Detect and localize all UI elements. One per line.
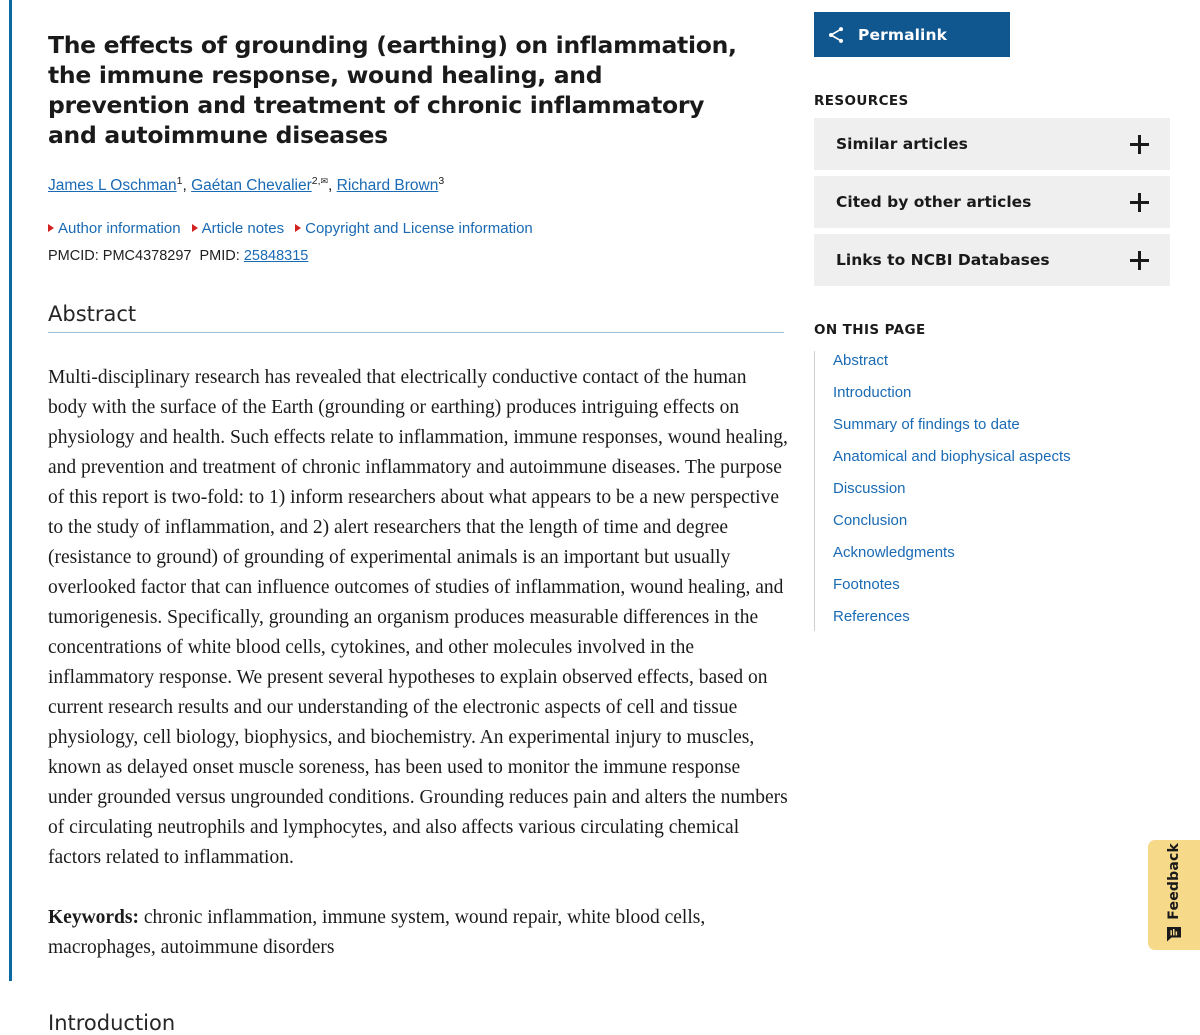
accordion-label: Similar articles xyxy=(836,135,968,153)
feedback-chart-icon xyxy=(1166,926,1182,947)
left-accent-rail xyxy=(9,0,12,981)
author-information-toggle[interactable] xyxy=(48,220,181,237)
article-sidebar xyxy=(814,0,1170,631)
plus-icon[interactable] xyxy=(1130,135,1149,154)
feedback-tab[interactable] xyxy=(1148,840,1200,950)
pmcid-value: PMC4378297 xyxy=(102,248,192,265)
accordion-label: Links to NCBI Databases xyxy=(836,251,1050,269)
author-link-1[interactable]: James L Oschman xyxy=(48,177,177,195)
on-this-page-nav xyxy=(814,351,1154,631)
author-link-2[interactable]: Gaétan Chevalier xyxy=(191,177,312,195)
introduction-heading: Introduction xyxy=(48,1011,176,1035)
toc-item-anatomical-and-biophysical-aspects[interactable]: Anatomical and biophysical aspects xyxy=(833,448,1071,465)
author-affiliation-marker-3: 3 xyxy=(438,175,445,187)
share-icon xyxy=(814,25,858,45)
page-title: The effects of grounding (earthing) on inflammation, the immune response, wound healing, and prevention and treatment of chronic inflammatory and autoimmune diseases xyxy=(48,31,737,149)
permalink-button-label: Permalink xyxy=(858,25,947,44)
article-meta-links xyxy=(48,220,788,238)
pmid-link[interactable]: 25848315 xyxy=(243,248,309,265)
accordion-similar-articles[interactable] xyxy=(814,118,1170,170)
accordion-cited-by-other-articles[interactable] xyxy=(814,176,1170,228)
keywords-line xyxy=(48,903,788,963)
abstract-body xyxy=(48,363,788,963)
triangle-right-icon xyxy=(48,224,54,232)
toc-item-footnotes[interactable]: Footnotes xyxy=(833,576,900,593)
author-affiliation-marker-1: 1 xyxy=(176,175,183,187)
author-separator-2: , xyxy=(328,177,337,195)
resources-heading: RESOURCES xyxy=(814,93,909,109)
toc-item-acknowledgments[interactable]: Acknowledgments xyxy=(833,544,955,561)
copyright-license-label: Copyright and License information xyxy=(305,220,533,238)
accordion-links-to-ncbi-databases[interactable] xyxy=(814,234,1170,286)
author-separator-1: , xyxy=(182,177,192,195)
copyright-license-toggle[interactable] xyxy=(295,220,533,237)
keywords-label: Keywords: xyxy=(48,907,139,929)
pmid-label: PMID: xyxy=(199,248,240,265)
keywords-value: chronic inflammation, immune system, wound repair, white blood cells, macrophages, autoimmune disorders xyxy=(48,907,706,959)
toc-item-references[interactable]: References xyxy=(833,608,910,625)
abstract-heading: Abstract xyxy=(48,265,784,333)
toc-item-introduction[interactable]: Introduction xyxy=(833,384,912,401)
article-notes-label: Article notes xyxy=(201,220,285,238)
pmcid-label: PMCID: xyxy=(48,248,99,265)
article-identifiers xyxy=(48,247,788,265)
toc-item-discussion[interactable]: Discussion xyxy=(833,480,906,497)
plus-icon[interactable] xyxy=(1130,251,1149,270)
on-this-page-heading: ON THIS PAGE xyxy=(814,322,926,338)
toc-item-summary-of-findings-to-date[interactable]: Summary of findings to date xyxy=(833,416,1020,433)
author-list xyxy=(48,171,788,196)
accordion-label: Cited by other articles xyxy=(836,193,1032,211)
triangle-right-icon xyxy=(295,224,301,232)
plus-icon[interactable] xyxy=(1130,193,1149,212)
corresponding-author-envelope-icon[interactable]: ✉ xyxy=(320,176,329,186)
toc-item-abstract[interactable]: Abstract xyxy=(833,352,889,369)
triangle-right-icon xyxy=(192,224,198,232)
feedback-tab-label: Feedback xyxy=(1166,842,1182,920)
permalink-button[interactable] xyxy=(814,12,1010,57)
article-notes-toggle[interactable] xyxy=(192,220,285,237)
article-main-column xyxy=(48,0,788,1035)
abstract-paragraph: Multi-disciplinary research has revealed that electrically conductive contact of the human body with the surface of the Earth (grounding or earthing) produces intriguing effects on physiology and health. Such effects relate to inflammation, immune responses, wound healing, and prevention and treatment of chronic inflammatory and autoimmune diseases. The purpose of this report is two-fold: to 1) inform researchers about what appears to be a new perspective to the study of inflammation, and 2) alert researchers that the length of time and degree (resistance to ground) of grounding of experimental animals is an important but usually overlooked factor that can influence outcomes of studies of inflammation, wound healing, and tumorigenesis. Specifically, grounding an organism produces measurable differences in the concentrations of white blood cells, cytokines, and other molecules involved in the inflammatory response. We present several hypotheses to explain observed effects, based on current research results and our understanding of the electronic aspects of cell and tissue physiology, cell biology, biophysics, and biochemistry. An experimental injury to muscles, known as delayed onset muscle soreness, has been used to monitor the immune response under grounded versus ungrounded conditions. Grounding reduces pain and alters the numbers of circulating neutrophils and lymphocytes, and also affects various circulating chemical factors related to inflammation. xyxy=(48,367,788,869)
author-information-label: Author information xyxy=(58,220,181,238)
author-link-3[interactable]: Richard Brown xyxy=(336,177,439,195)
author-affiliation-marker-2: 2, xyxy=(311,175,321,187)
toc-item-conclusion[interactable]: Conclusion xyxy=(833,512,908,529)
